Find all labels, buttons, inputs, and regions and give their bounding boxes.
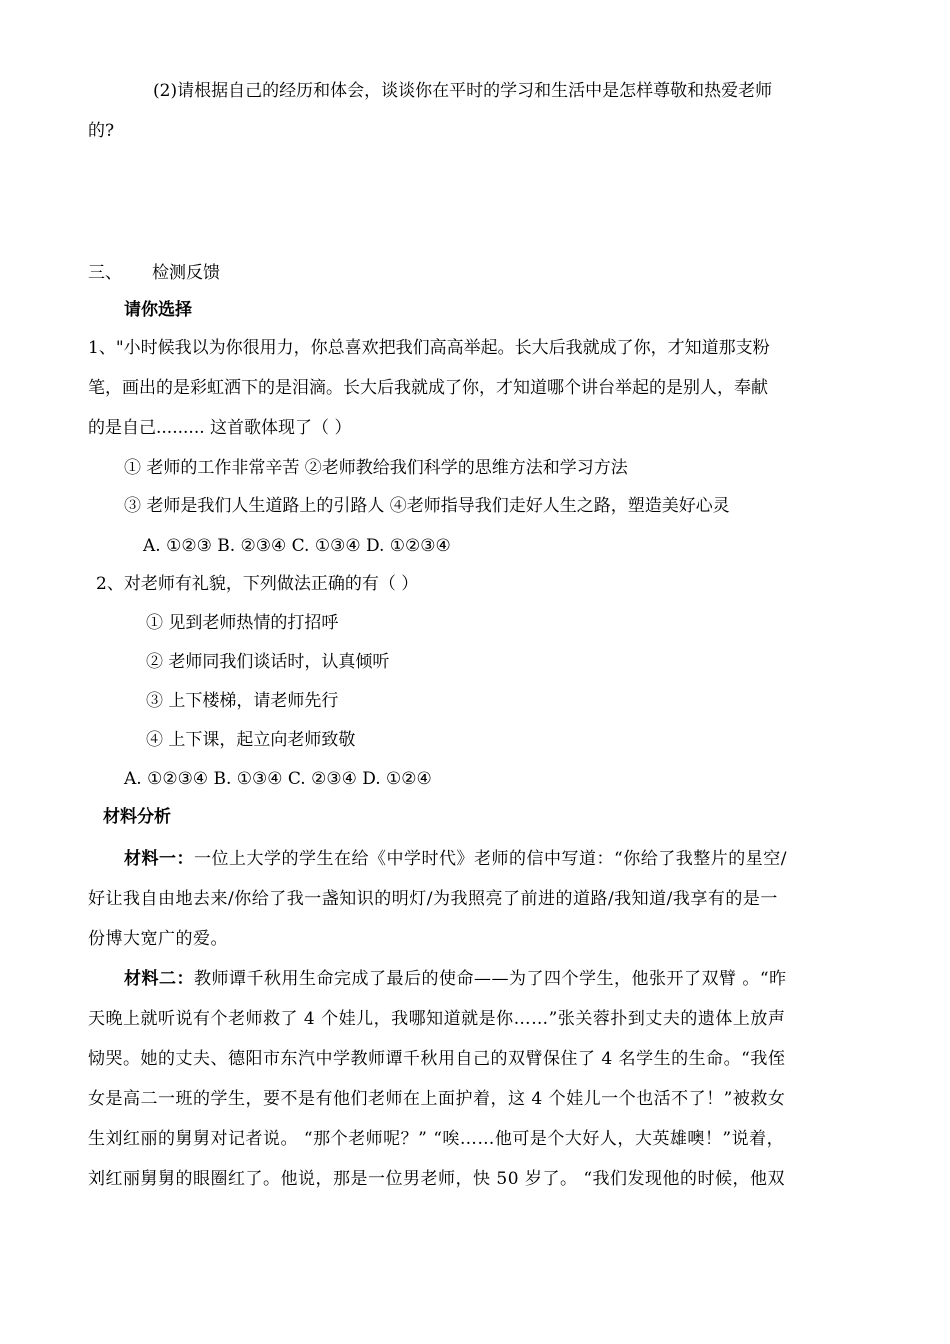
q1-line-1: 1、"小时候我以为你很用力，你总喜欢把我们高高举起。长大后我就成了你，才知道那支粉 [88,338,770,358]
material-2-line-5: 生刘红丽的舅舅对记者说。 “那个老师呢？” “唉……他可是个大好人，大英雄噢！”说着， [88,1129,785,1149]
question-2-line-1: (2)请根据自己的经历和体会，谈谈你在平时的学习和生活中是怎样尊敬和热爱老师 [153,81,773,101]
q2-item: ① 见到老师热情的打招呼 [146,613,339,633]
q1-options-row-2: ③ 老师是我们人生道路上的引路人 ④老师指导我们走好人生之路，塑造美好心灵 [124,496,730,516]
choose-heading: 请你选择 [124,300,192,320]
question-2-line-2: 的? [88,121,115,141]
q1-options-row-1: ① 老师的工作非常辛苦 ②老师教给我们科学的思维方法和学习方法 [124,458,628,478]
material-1-text: 一位上大学的学生在给《中学时代》老师的信中写道：“你给了我整片的星空/ [194,849,787,869]
material-1-line-3: 份博大宽广的爱。 [88,929,228,949]
q2-stem: 2、对老师有礼貌，下列做法正确的有（ ） [96,574,419,594]
material-2-label: 材料二： [124,969,194,989]
material-1-line-2: 好让我自由地去来/你给了我一盏知识的明灯/为我照亮了前进的道路/我知道/我享有的是一 [88,889,778,909]
q2-item: ④ 上下课，起立向老师致敬 [146,730,356,750]
q2-item: ③ 上下楼梯，请老师先行 [146,691,339,711]
q1-line-2: 笔，画出的是彩虹洒下的是泪滴。长大后我就成了你，才知道哪个讲台举起的是别人，奉献 [88,378,768,398]
material-2-line-2: 天晚上就听说有个老师救了 4 个娃儿，我哪知道就是你……”张关蓉扑到丈夫的遗体上放声 [88,1009,786,1029]
material-2-line-6: 刘红丽舅舅的眼圈红了。他说，那是一位男老师，快 50 岁了。 “我们发现他的时候，他双 [88,1169,786,1189]
q2-item: ② 老师同我们谈话时，认真倾听 [146,652,390,672]
material-2-line-4: 女是高二一班的学生，要不是有他们老师在上面护着，这 4 个娃儿一个也活不了！”被救女 [88,1089,786,1109]
material-1-line-1 [124,848,787,870]
q1-answers: A. ①②③ B. ②③④ C. ①③④ D. ①②③④ [143,536,451,556]
material-1-label: 材料一： [124,849,194,869]
analysis-heading: 材料分析 [103,807,171,827]
material-2-line-1 [124,968,787,990]
material-2-line-3: 恸哭。她的丈夫、德阳市东汽中学教师谭千秋用自己的双臂保住了 4 名学生的生命。“我侄 [88,1049,786,1069]
section-3-title: 检测反馈 [152,263,220,283]
q1-line-3: 的是自己......... 这首歌体现了（ ） [88,418,352,438]
q2-answers: A. ①②③④ B. ①③④ C. ②③④ D. ①②④ [124,769,432,789]
section-3-number: 三、 [88,263,122,283]
material-2-text: 教师谭千秋用生命完成了最后的使命——为了四个学生，他张开了双臂 。“昨 [194,969,787,989]
